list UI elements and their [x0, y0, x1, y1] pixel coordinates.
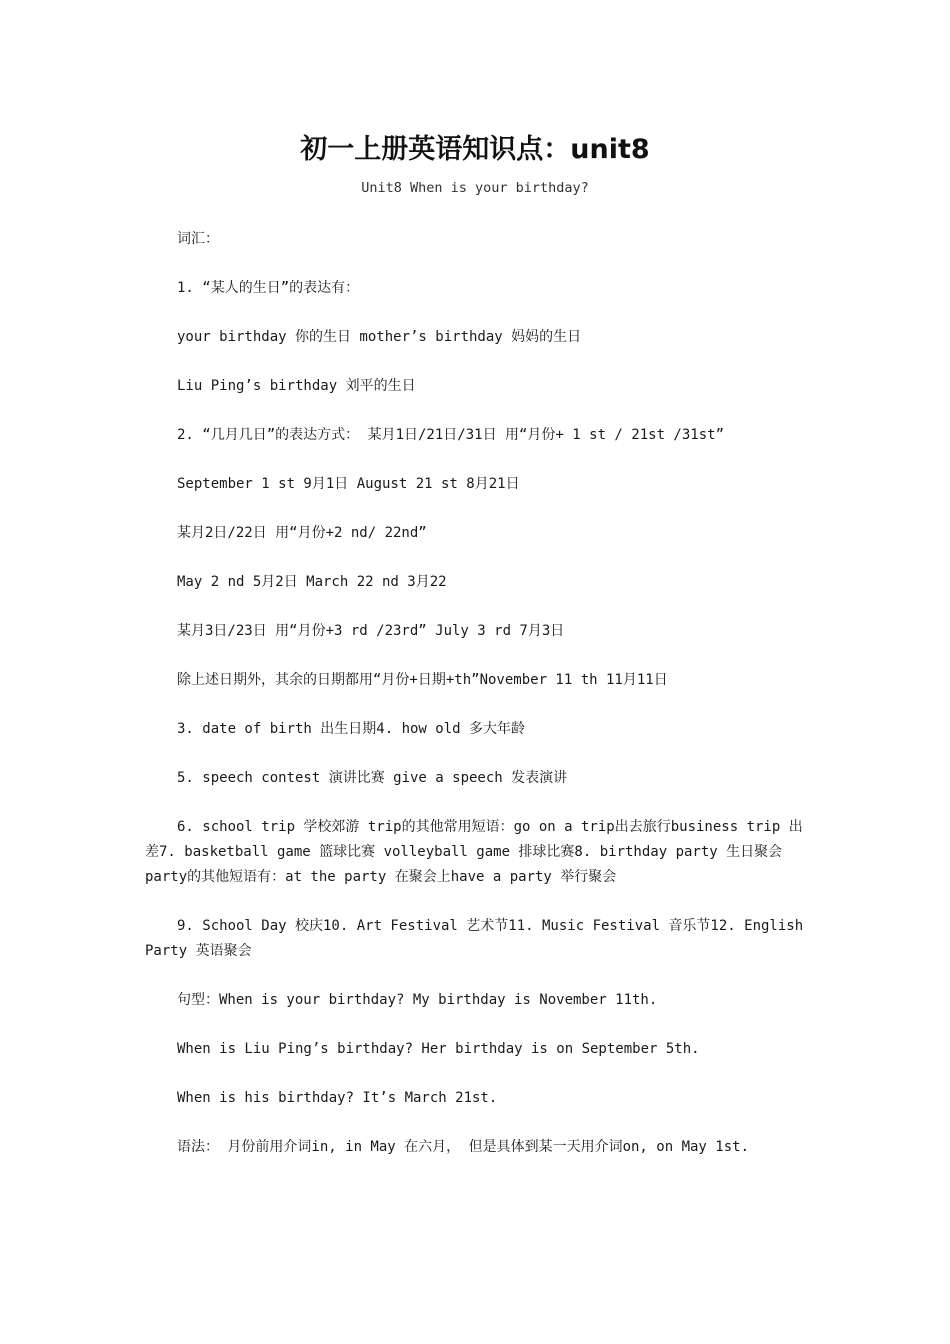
section-label-vocabulary: 词汇： [177, 231, 219, 247]
vocab-item-2-rule-other: 除上述日期外，其余的日期都用“月份+日期+th”November 11 th 11月11日 [177, 672, 668, 688]
vocab-items-9-12: 9. School Day 校庆10. Art Festival 艺术节11. Music Festival 音乐节12. English Party 英语聚会 [145, 918, 804, 959]
vocab-item-2-example-b: May 2 nd 5月2日 March 22 nd 3月22 [177, 574, 447, 590]
vocab-items-6-8: 6. school trip 学校郊游 trip的其他常用短语：go on a trip出去旅行business trip 出差7. basketball game 篮球比赛 volleyball game 排球比赛8. birthday party 生日聚会 party的其他短语有：at the party 在聚会上have a party 举行聚会 [145, 819, 803, 885]
sentence-pattern-3: When is his birthday? It’s March 21st. [177, 1090, 498, 1106]
vocab-item-1-example-a: your birthday 你的生日 mother’s birthday 妈妈的生日 [177, 329, 582, 345]
grammar-note: 语法： 月份前用介词in, in May 在六月， 但是具体到某一天用介词on, on May 1st. [177, 1139, 750, 1155]
sentence-pattern-2: When is Liu Ping’s birthday? Her birthday is on September 5th. [177, 1041, 700, 1057]
document-title: 初一上册英语知识点：unit8 [300, 134, 650, 165]
sentence-pattern-1: 句型：When is your birthday? My birthday is November 11th. [177, 992, 658, 1008]
vocab-item-2-heading: 2. “几月几日”的表达方式： 某月1日/21日/31日 用“月份+ 1 st / 21st /31st” [177, 427, 725, 443]
vocab-item-2-example-a: September 1 st 9月1日 August 21 st 8月21日 [177, 476, 520, 492]
vocab-item-5: 5. speech contest 演讲比赛 give a speech 发表演讲 [177, 770, 568, 786]
document-body [145, 227, 807, 1184]
document-subtitle: Unit8 When is your birthday? [361, 180, 589, 196]
vocab-item-1-example-b: Liu Ping’s birthday 刘平的生日 [177, 378, 416, 394]
vocab-items-3-4: 3. date of birth 出生日期4. how old 多大年龄 [177, 721, 526, 737]
vocab-item-1-heading: 1. “某人的生日”的表达有： [177, 280, 360, 296]
vocab-item-2-rule-c: 某月3日/23日 用“月份+3 rd /23rd” July 3 rd 7月3日 [177, 623, 565, 639]
vocab-item-2-rule-b: 某月2日/22日 用“月份+2 nd/ 22nd” [177, 525, 427, 541]
